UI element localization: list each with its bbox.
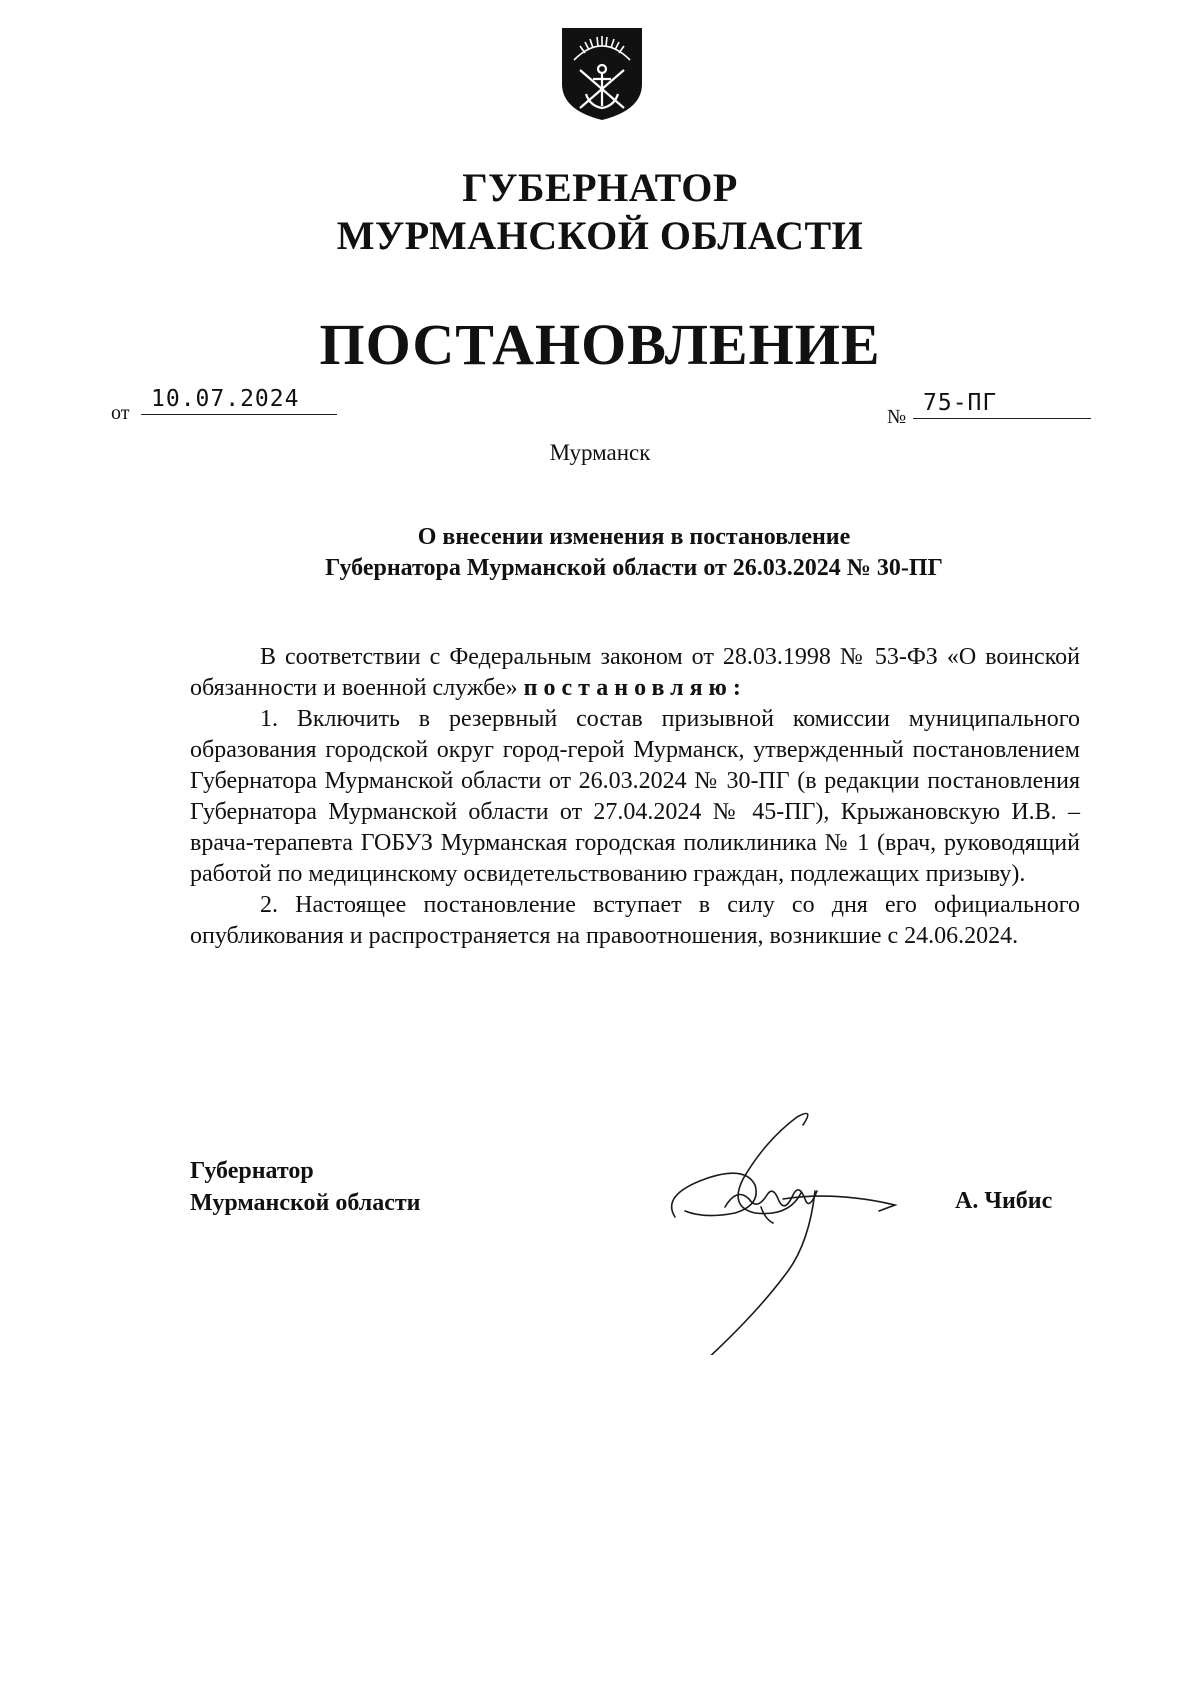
document-type: ПОСТАНОВЛЕНИЕ (319, 312, 881, 377)
number-prefix: № (887, 406, 907, 428)
signatory-name: А. Чибис (955, 1188, 1053, 1214)
subject-line-1: О внесении изменения в постановление (417, 524, 851, 550)
item-2-paragraph: 2. Настоящее постановление вступает в силу со дня его официального опубликования и распространяется на правоотношения, возникшие с 24.06.2024. (190, 892, 1080, 949)
issuer-region: МУРМАНСКОЙ ОБЛАСТИ (336, 213, 864, 258)
coat-of-arms-icon (560, 26, 644, 122)
preamble-text: В соответствии с Федеральным законом от 28.03.1998 № 53-ФЗ «О воинской обязанности и военной службе» (190, 644, 1080, 701)
subject-line-2: Губернатора Мурманской области от 26.03.2024 № 30-ПГ (325, 555, 943, 581)
date-prefix: от (111, 402, 130, 424)
document-body (190, 642, 1080, 952)
item-1-paragraph: 1. Включить в резервный состав призывной комиссии муниципального образования городской округ город-герой Мурманск, утвержденный постановлением Губернатора Мурманской области от 26.03.2024 № 30-ПГ (в редакции постановления Губернатора Мурманской области от 27.04.2024 № 45-ПГ), Крыжановскую И.В. – врача-терапевта ГОБУЗ Мурманская городская поликлиника № 1 (врач, руководящий работой по медицинскому освидетельствованию граждан, подлежащих призыву). (190, 706, 1080, 887)
preamble-paragraph (190, 642, 1080, 704)
handwritten-signature (665, 1095, 935, 1355)
signatory-title-line-1: Губернатор (190, 1158, 314, 1184)
signatory-title-line-2: Мурманской области (190, 1190, 421, 1216)
issuer-title: ГУБЕРНАТОР (462, 165, 738, 210)
decree-word: постановляю: (523, 675, 747, 701)
document-subject (200, 522, 1068, 584)
date-value: 10.07.2024 (141, 386, 337, 415)
number-value: 75-ПГ (913, 390, 1091, 419)
date-field (111, 386, 341, 426)
city: Мурманск (549, 440, 651, 465)
number-field (887, 390, 1097, 430)
signatory-title (190, 1155, 420, 1219)
